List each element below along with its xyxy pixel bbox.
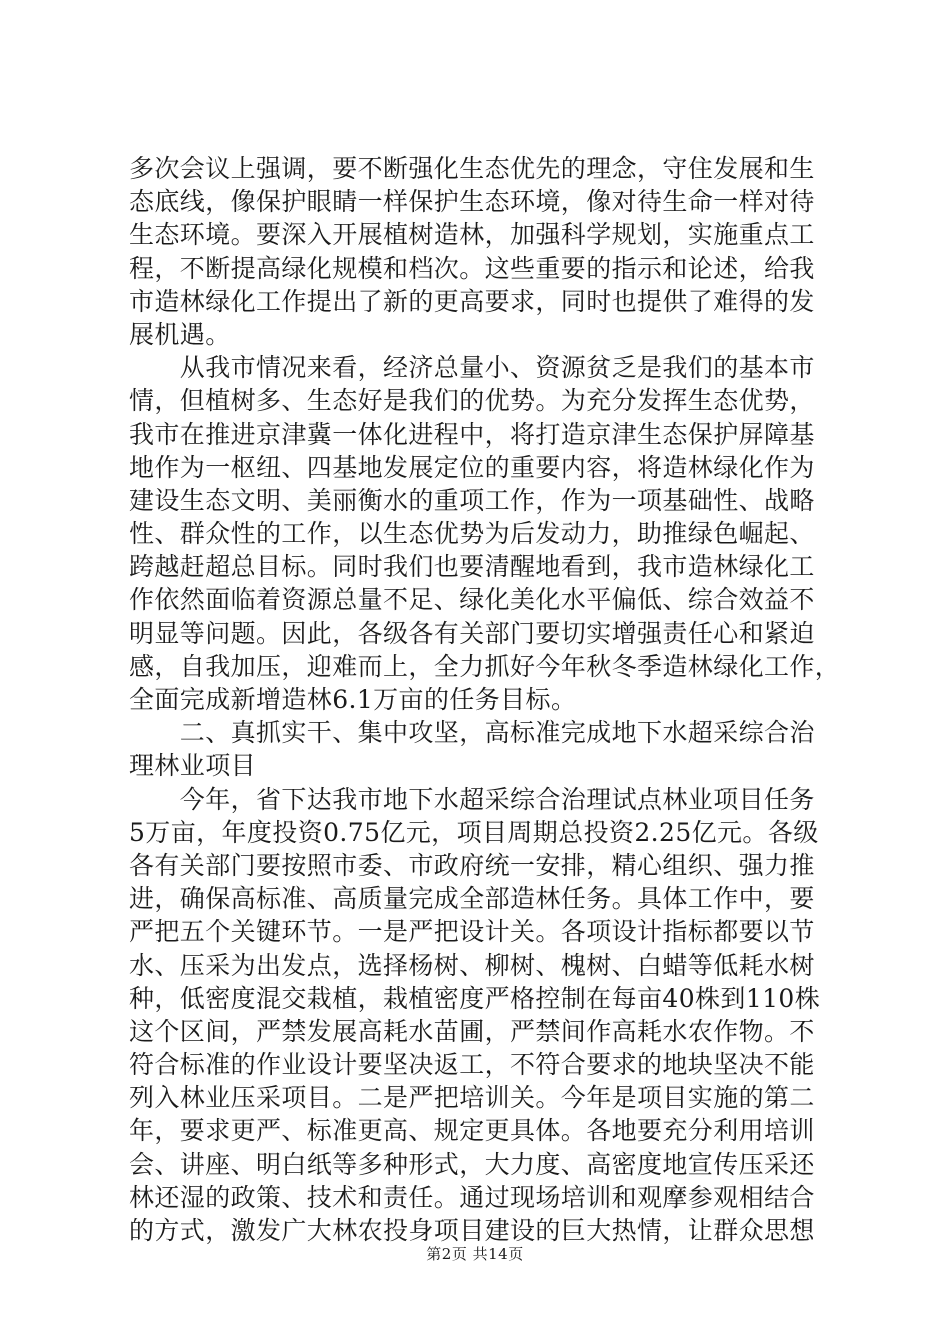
text-line: 感，自我加压，迎难而上，全力抓好今年秋冬季造林绿化工作，	[129, 651, 841, 681]
text-line: 从我市情况来看，经济总量小、资源贫乏是我们的基本市	[129, 353, 815, 383]
text-line: 这个区间，严禁发展高耗水苗圃，严禁间作高耗水农作物。不	[129, 1016, 815, 1046]
text-line: 种，低密度混交栽植，栽植密度严格控制在每亩40株到110株	[129, 983, 821, 1013]
text-line: 列入林业压采项目。二是严把培训关。今年是项目实施的第二	[129, 1083, 815, 1113]
text-line: 5万亩，年度投资0.75亿元，项目周期总投资2.25亿元。各级	[129, 817, 819, 847]
text-line: 全面完成新增造林6.1万亩的任务目标。	[129, 685, 577, 714]
text-line: 二、真抓实干、集中攻坚，高标准完成地下水超采综合治	[129, 718, 815, 748]
text-line: 市造林绿化工作提出了新的更高要求，同时也提供了难得的发	[129, 286, 815, 316]
text-line: 今年，省下达我市地下水超采综合治理试点林业项目任务	[129, 784, 815, 814]
document-body	[129, 152, 841, 1247]
text-line: 跨越赶超总目标。同时我们也要清醒地看到，我市造林绿化工	[129, 552, 815, 582]
text-line: 我市在推进京津冀一体化进程中，将打造京津生态保护屏障基	[129, 419, 815, 449]
text-line: 严把五个关键环节。一是严把设计关。各项设计指标都要以节	[129, 917, 815, 947]
text-line: 年，要求更严、标准更高、规定更具体。各地要充分利用培训	[129, 1116, 815, 1146]
text-line: 林还湿的政策、技术和责任。通过现场培训和观摩参观相结合	[129, 1182, 815, 1212]
text-line: 作依然面临着资源总量不足、绿化美化水平偏低、综合效益不	[129, 585, 815, 615]
text-line: 情，但植树多、生态好是我们的优势。为充分发挥生态优势，	[129, 386, 815, 416]
text-line: 进，确保高标准、高质量完成全部造林任务。具体工作中，要	[129, 884, 815, 914]
text-line: 水、压采为出发点，选择杨树、柳树、槐树、白蜡等低耗水树	[129, 950, 815, 980]
text-line: 理林业项目	[129, 751, 257, 781]
text-line: 明显等问题。因此，各级各有关部门要切实增强责任心和紧迫	[129, 618, 815, 648]
text-line: 展机遇。	[129, 319, 231, 349]
text-line: 符合标准的作业设计要坚决返工，不符合要求的地块坚决不能	[129, 1050, 815, 1080]
text-line: 多次会议上强调，要不断强化生态优先的理念，守住发展和生	[129, 154, 815, 183]
text-line: 地作为一枢纽、四基地发展定位的重要内容，将造林绿化作为	[129, 452, 815, 482]
text-line: 生态环境。要深入开展植树造林，加强科学规划，实施重点工	[129, 220, 815, 250]
page-footer: 第2页 共14页	[426, 1245, 524, 1263]
text-line: 各有关部门要按照市委、市政府统一安排，精心组织、强力推	[129, 850, 815, 880]
text-line: 态底线，像保护眼睛一样保护生态环境，像对待生命一样对待	[129, 187, 815, 217]
text-line: 建设生态文明、美丽衡水的重项工作，作为一项基础性、战略	[129, 485, 815, 515]
text-line: 程，不断提高绿化规模和档次。这些重要的指示和论述，给我	[129, 253, 815, 283]
text-line: 性、群众性的工作，以生态优势为后发动力，助推绿色崛起、	[129, 519, 815, 549]
text-line: 的方式，激发广大林农投身项目建设的巨大热情，让群众思想	[129, 1216, 815, 1245]
text-line: 会、讲座、明白纸等多种形式，大力度、高密度地宣传压采还	[129, 1149, 815, 1179]
